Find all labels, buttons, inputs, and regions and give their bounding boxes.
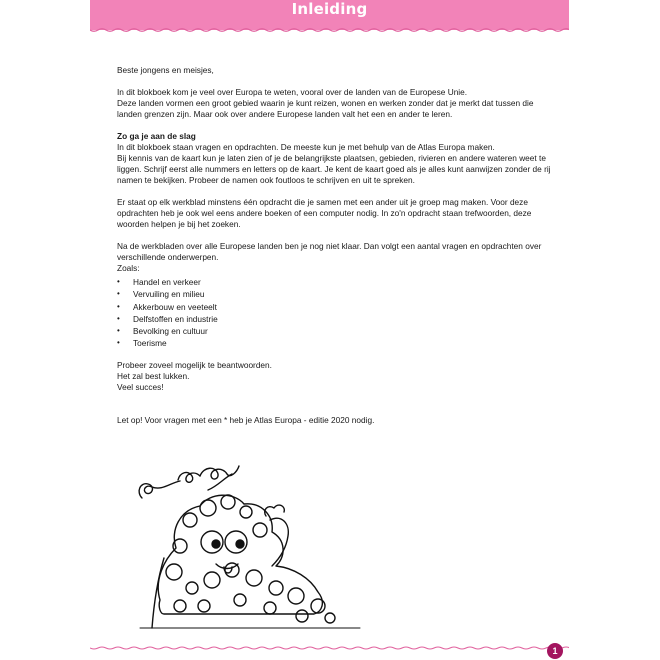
bubble [311,599,325,613]
closing-line-1: Probeer zoveel mogelijk te beantwoorden. [117,359,272,370]
atlas-note: Let op! Voor vragen met een * heb je Atlas Europa - editie 2020 nodig. [117,414,375,425]
such-as-label: Zoals: [117,263,140,273]
bubble [288,588,304,604]
hair-curl [139,481,180,498]
section-heading: Zo ga je aan de slag [117,131,196,141]
topic-label: Bevolking en cultuur [133,326,208,337]
list-item [117,325,557,337]
page-content [117,65,557,426]
greeting: Beste jongens en meisjes, [117,65,214,75]
list-item [117,313,557,325]
header-wave-border [90,27,569,33]
closing-line-3: Veel succes! [117,381,164,392]
footer-wave-border [90,645,569,651]
topic-label: Toerisme [133,338,167,349]
intro-paragraph-2: Deze landen vormen een groot gebied waarin je kunt reizen, wonen en werken zonder dat je merkt dat tussen die landen grenzen zijn. Maar ook over andere Europese landen valt het een en ander te leren. [117,98,534,119]
bubble [240,506,252,518]
bubble [204,572,220,588]
bubble [166,564,182,580]
bubble [183,513,197,527]
bubble [234,594,246,606]
bubble [264,602,276,614]
bubble [269,581,283,595]
list-item [117,337,557,349]
bullet-icon: • [117,289,120,299]
topic-label: Vervuiling en milieu [133,289,205,300]
pupil-right [236,540,244,548]
section-paragraph-2: Bij kennis van de kaart kun je laten zien of je de belangrijkste plaatsen, gebieden, rivieren en andere wateren weet te liggen. Schrijf eerst alle nummers en letters op de kaart. Je kent de kaart goed als je alles kunt aanwijzen zonder de rij namen te bekijken. Probeer de namen ook foutloos te schrijven en uit te spreken. [117,153,551,185]
intro-paragraph-1: In dit blokboek kom je veel over Europa te weten, vooral over de landen van de Europese Unie. [117,87,468,97]
list-item [117,301,557,313]
bubble [186,582,198,594]
bubble [200,500,216,516]
bubble [221,495,235,509]
bubble [246,570,262,586]
section-paragraph-1: In dit blokboek staan vragen en opdrachten. De meeste kun je met behulp van de Atlas Europa maken. [117,142,495,152]
list-item [117,288,557,300]
pupil-left [212,540,220,548]
bullet-icon: • [117,277,120,286]
after-worksheets-paragraph: Na de werkbladen over alle Europese landen ben je nog niet klaar. Dan volgt een aantal vragen en opdrachten over verschillende onderwerpen. [117,241,542,262]
bullet-icon: • [117,338,120,348]
topic-label: Handel en verkeer [133,277,201,287]
bubble [253,523,267,537]
hair-curl [178,473,200,483]
topic-label: Delfstoffen en industrie [133,313,218,324]
bullet-icon: • [117,326,120,336]
bubble [198,600,210,612]
bullet-icon: • [117,313,120,323]
topic-list [117,276,557,350]
bubble [174,600,186,612]
page-number-badge: 1 [547,643,563,659]
bubble [296,610,308,622]
closing-line-2: Het zal best lukken. [117,370,190,381]
page-title: Inleiding [291,0,368,18]
topic-label: Akkerbouw en veeteelt [133,301,217,312]
hair-curl [200,466,239,479]
list-item [117,276,557,288]
group-work-paragraph: Er staat op elk werkblad minstens één opdracht die je samen met een ander uit je groep mag maken. Voor deze opdrachten heb je ook wel eens andere boeken of een computer nodig. In zo'n opdracht staan trefwoorden, deze woorden helpen je bij het zoeken. [117,197,532,229]
bubble [325,613,335,623]
page-header [90,0,569,30]
bullet-icon: • [117,301,120,311]
cartoon-creature-illustration [120,450,365,635]
